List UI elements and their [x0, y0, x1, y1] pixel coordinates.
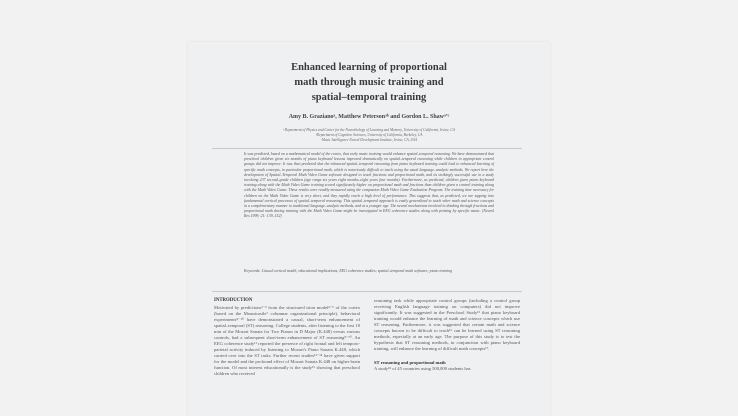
body-column-left: [214, 298, 360, 377]
paper-page: [188, 42, 550, 416]
st-reasoning-text: A study¹⁸ of 45 countries using 500,000 students has: [374, 366, 471, 371]
st-reasoning-subheading: ST reasoning and proportional math: [374, 360, 446, 365]
abstract: It was predicted, based on a mathematical model of the cortex, that early music training would enhance spatial–temporal reasoning. We have demonstrated that preschool children given six months of piano keyboard lessons improved dramatically on spatial–temporal reasoning while children in appropriate control groups did not improve. It was then predicted that the enhanced spatial–temporal reasoning from piano keyboard training could lead to enhanced learning of specific math concepts, in particular proportional math, which is notoriously difficult to teach using the usual language–analytic methods. We report here the development of Spatial–Temporal Math Video Game software designed to teach fractions and proportional math, and its strikingly successful use in a study involving 237 second–grade children (age range six years eight months–eight years four months). Furthermore, as predicted, children given piano keyboard training along with the Math Video Game training scored significantly higher on proportional math and fractions than children given a control training along with the Math Video Game. These results were readily measured using the companion Math Video Game Evaluation Program. The training time necessary for children on the Math Video Game is very short, and they rapidly reach a high level of performance. This suggests that, as predicted, we are tapping into fundamental cortical processes of spatial–temporal reasoning. This spatial–temporal approach is easily generalized to teach other math and science concepts in a complementary manner to traditional language–analytic methods, and at a younger age. The neural mechanisms involved in thinking through fractions and proportional math during training with the Math Video Game might be investigated in EEG coherence studies along with priming by specific music. (Neurol Res 1999; 21: 139–152): [244, 152, 494, 219]
divider-bottom: [212, 291, 522, 292]
body-column-right: [374, 298, 520, 372]
keywords: Keywords: Causal cortical model; educational implications; EEG coherence studies; spatial–temporal math software; piano training: [244, 269, 453, 273]
divider-top: [212, 148, 522, 149]
paper-title: Enhanced learning of proportional math through music training and spatial–temporal training: [291, 62, 447, 103]
right-column-text: reasoning task while appropriate control groups (including a control group receiving English language training on computers) did not improve significantly. It was suggested in the Preschool Study¹⁵ that piano keyboard training would enhance the learning of math and science concepts which use ST reasoning. Furthermore, it was suggested that certain math and science concepts known to be difficult to teach¹⁶ can be learned using ST reasoning methods, especially at an early age. The purpose of this study is to test the hypothesis that ST reasoning methods, in conjunction with piano keyboard training, will enhance the learning of difficult math concepts¹⁷.: [374, 298, 520, 351]
introduction-text: Motivated by predictions¹⁻³ from the structured trion model⁴⁻⁶ of the cortex (based on the Mountcastle⁷ columnar organizational principle), behavioral experiments⁸⁻¹⁰ have demonstrated a causal, short-term enhancement of spatial–temporal (ST) reasoning. College students, after listening to the first 10 min of the Mozart Sonata for Two Pianos in D Major (K.448) versus various controls, had a subsequent short-term enhancement of ST reasoning⁸⁻¹⁰. An EEG coherence study¹¹ reported the presence of right frontal and left temporo-parietal activity induced by listening to Mozart's Piano Sonata K.448, which carried over into the ST tasks. Further recent studies¹²⁻¹⁴ have given support for the model and the profound effect of Mozart Sonata K.448 on higher brain function. Of most interest educationally is the study¹⁵ showing that preschool children who received: [214, 305, 360, 376]
author-affiliations: ᵃDepartment of Physics and Center for the Neurobiology of Learning and Memory, University of California, Irvine, CA ᵇDepartment of Cognitive Sciences, University of California, Berkeley, CA ᶜMusic Intelligence Neural Development Institute, Irvine, CA, USA: [283, 128, 455, 142]
introduction-heading: INTRODUCTION: [214, 298, 253, 303]
paper-authors: Amy B. Grazianoᵃ, Matthew Petersonᵃᵇ and Gordon L. Shawᵃʼᶜ: [288, 114, 450, 120]
